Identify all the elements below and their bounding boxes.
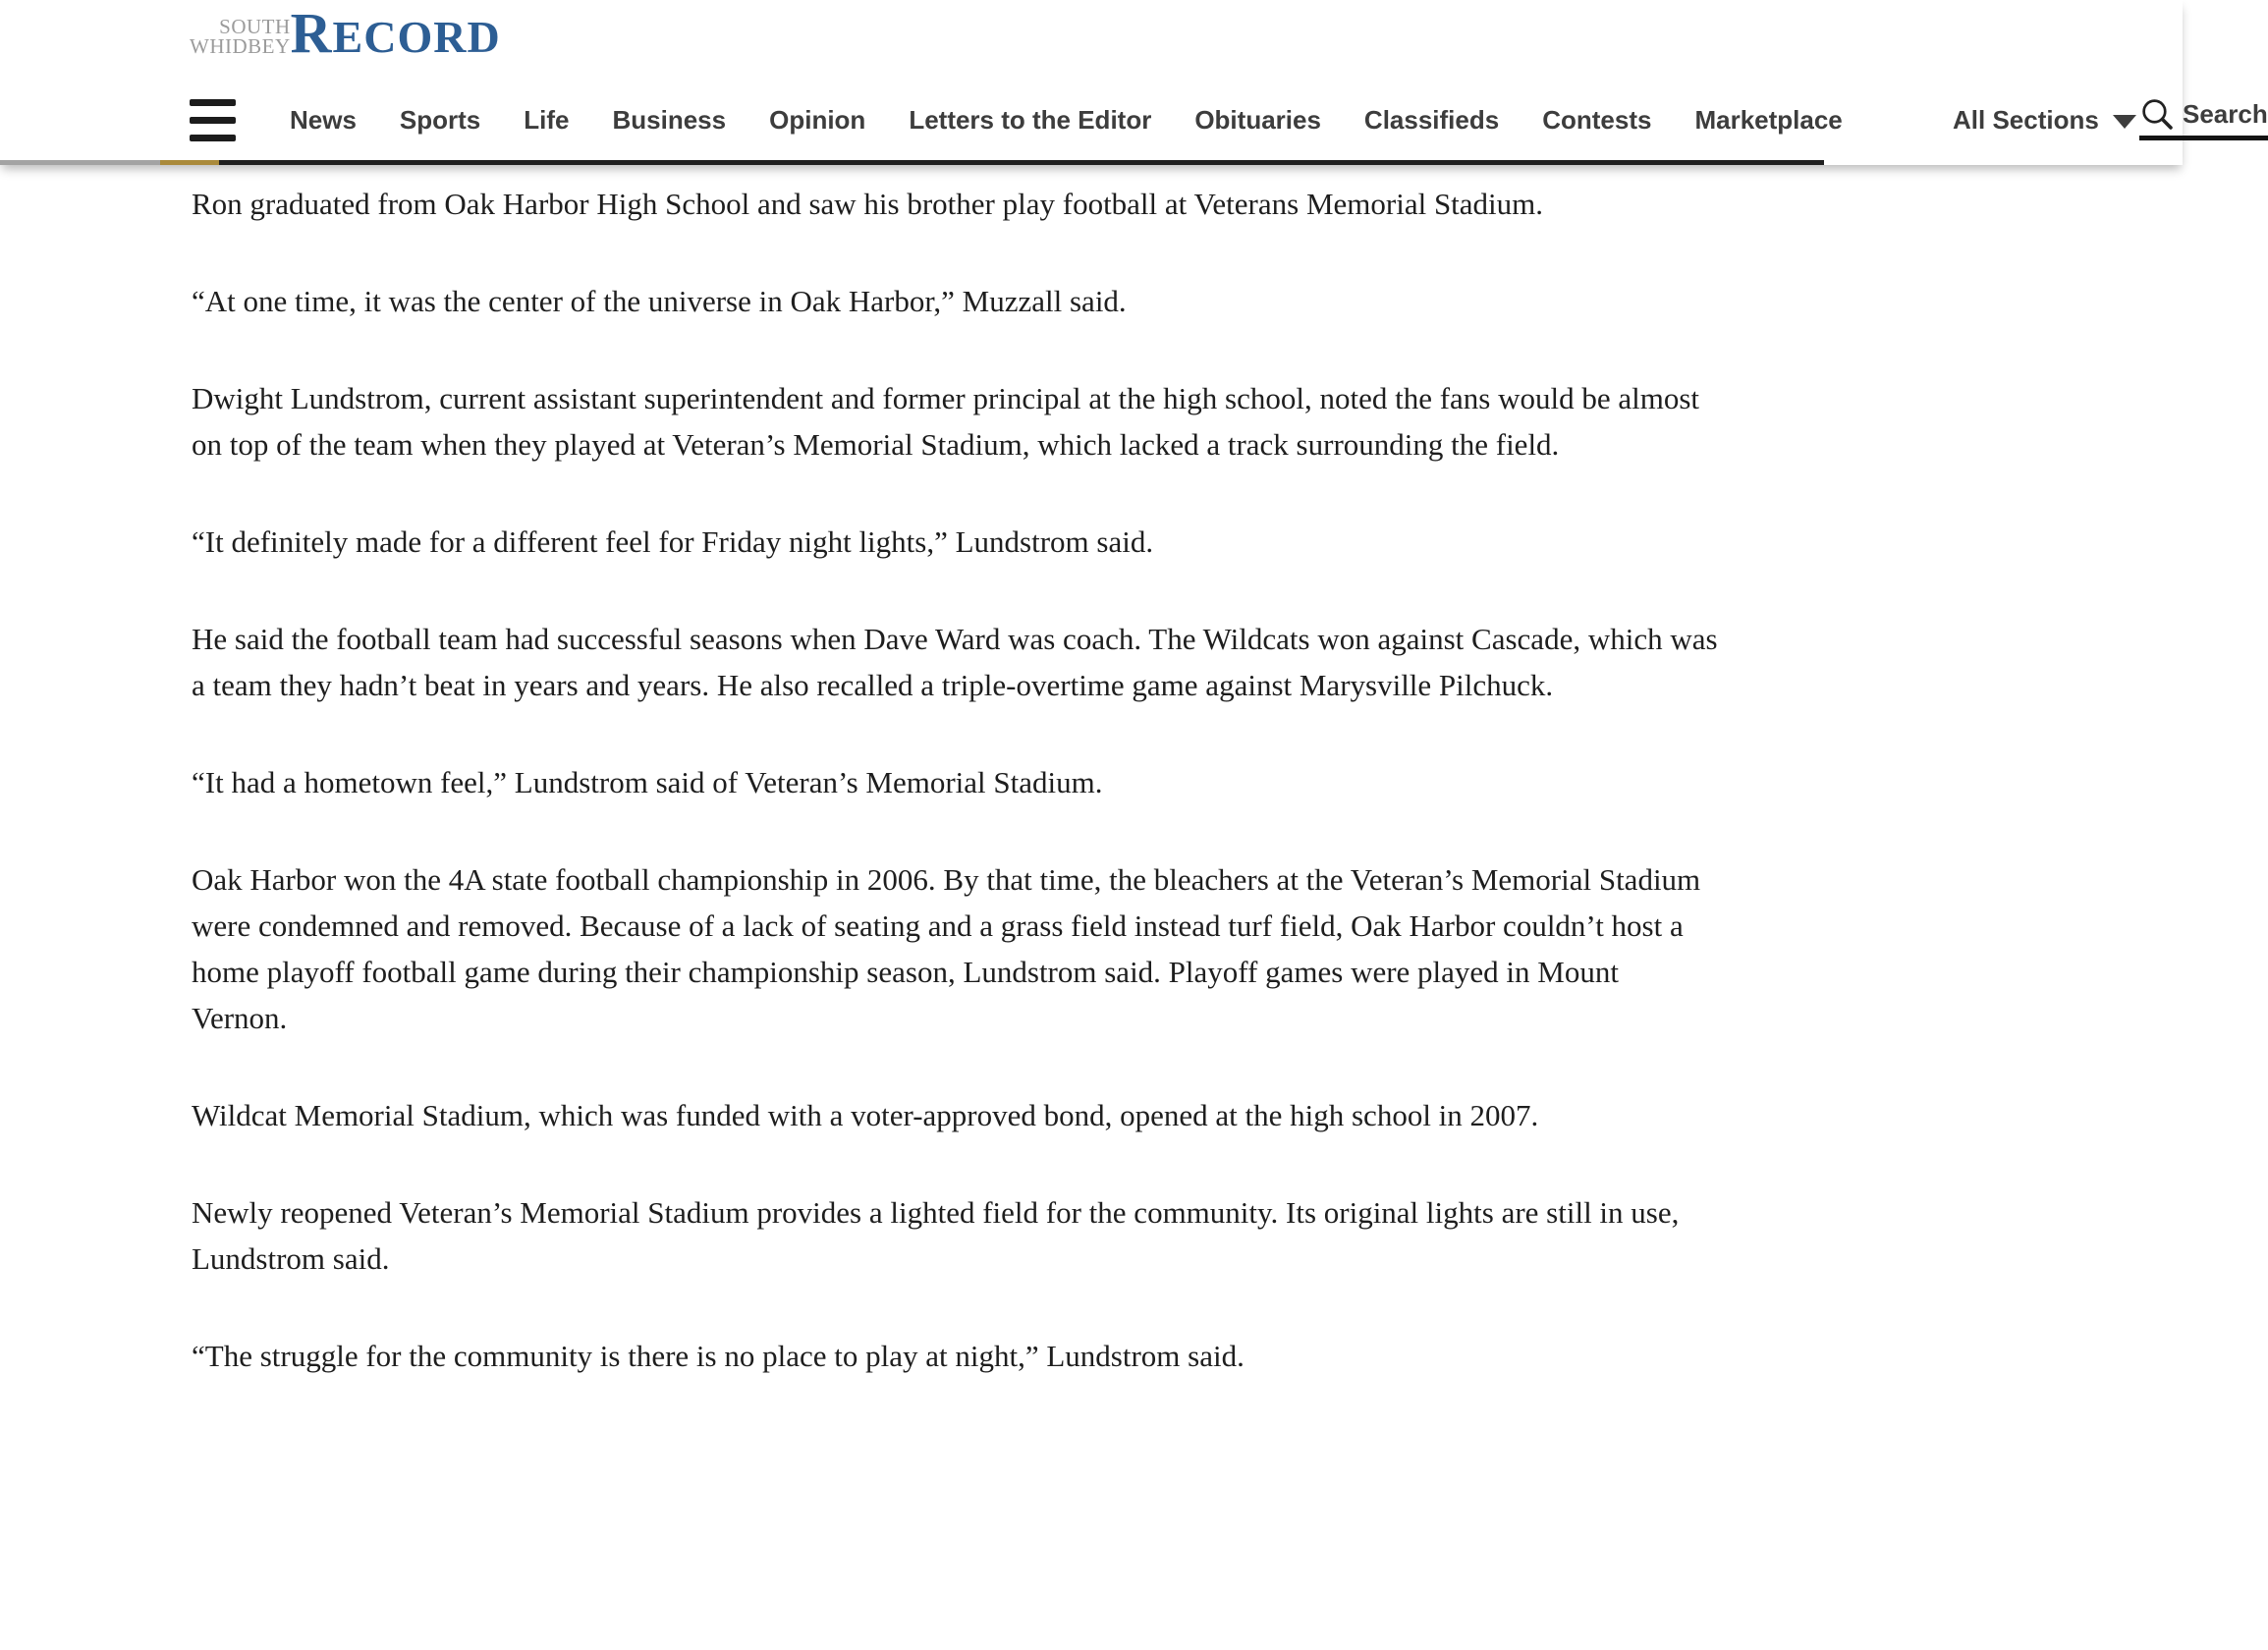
site-logo-prefix-bottom: WHIDBEY <box>190 33 291 58</box>
progress-segment-dark <box>219 160 1824 165</box>
search-button[interactable] <box>2139 96 2268 140</box>
nav-item-marketplace[interactable]: Marketplace <box>1694 105 1843 135</box>
search-icon <box>2139 96 2175 132</box>
scroll-progress-bar <box>0 160 2183 165</box>
article-paragraph: “It had a hometown feel,” Lundstrom said of Veteran’s Memorial Stadium. <box>192 765 1103 799</box>
nav-item-business[interactable]: Business <box>612 105 727 135</box>
article-paragraph: “The struggle for the community is there is no place to play at night,” Lundstrom said. <box>192 1339 1245 1373</box>
article-paragraph: Newly reopened Veteran’s Memorial Stadium provides a lighted field for the community. Its original lights are still in use, Lundstrom said. <box>192 1195 1680 1276</box>
menu-icon[interactable] <box>190 99 236 141</box>
site-logo-name: RECORD <box>290 1 501 65</box>
nav-item-letters-to-the-editor[interactable]: Letters to the Editor <box>909 105 1152 135</box>
menu-icon-bar <box>190 99 236 106</box>
progress-segment-gray <box>0 160 160 165</box>
article-paragraph: “At one time, it was the center of the universe in Oak Harbor,” Muzzall said. <box>192 284 1127 318</box>
main-nav <box>290 101 1843 138</box>
nav-item-opinion[interactable]: Opinion <box>769 105 866 135</box>
nav-item-life[interactable]: Life <box>524 105 570 135</box>
search-label: Search <box>2183 99 2268 129</box>
nav-item-contests[interactable]: Contests <box>1542 105 1652 135</box>
article-paragraph: Dwight Lundstrom, current assistant superintendent and former principal at the high school, noted the fans would be almost on top of the team when they played at Veteran’s Memorial Stadium, which lacked a track surrounding the field. <box>192 381 1700 462</box>
menu-icon-bar <box>190 117 236 124</box>
nav-item-news[interactable]: News <box>290 105 357 135</box>
nav-item-sports[interactable]: Sports <box>399 105 481 135</box>
article-paragraphs <box>192 181 2183 1379</box>
article-paragraph: He said the football team had successful seasons when Dave Ward was coach. The Wildcats won against Cascade, which was a team they hadn’t beat in years and years. He also recalled a triple-overtime game against Marysville Pilchuck. <box>192 622 1718 702</box>
nav-item-classifieds[interactable]: Classifieds <box>1363 105 1500 135</box>
article-paragraph: Wildcat Memorial Stadium, which was funded with a voter-approved bond, opened at the high school in 2007. <box>192 1098 1539 1132</box>
site-header <box>0 0 2268 165</box>
article-paragraph: “It definitely made for a different feel for Friday night lights,” Lundstrom said. <box>192 524 1154 559</box>
site-logo-prefix <box>190 15 291 58</box>
menu-icon-bar <box>190 135 236 141</box>
article-paragraph: Oak Harbor won the 4A state football championship in 2006. By that time, the bleachers at the Veteran’s Memorial Stadium were condemned and removed. Because of a lack of seating and a grass field instead turf field, Oak Harbor couldn’t host a home playoff football game during their championship season, Lundstrom said. Playoff games were played in Mount Vernon. <box>192 862 1701 1035</box>
nav-item-obituaries[interactable]: Obituaries <box>1194 105 1321 135</box>
article-body <box>0 165 2183 1379</box>
site-logo[interactable] <box>190 1 501 65</box>
all-sections-menu[interactable] <box>1953 101 2136 138</box>
progress-segment-gold <box>160 160 219 165</box>
all-sections-label: All Sections <box>1953 105 2099 135</box>
chevron-down-icon <box>2113 115 2136 129</box>
article-paragraph: Ron graduated from Oak Harbor High School and saw his brother play football at Veterans Memorial Stadium. <box>192 187 1544 221</box>
site-logo-prefix-top: SOUTH <box>219 15 291 39</box>
